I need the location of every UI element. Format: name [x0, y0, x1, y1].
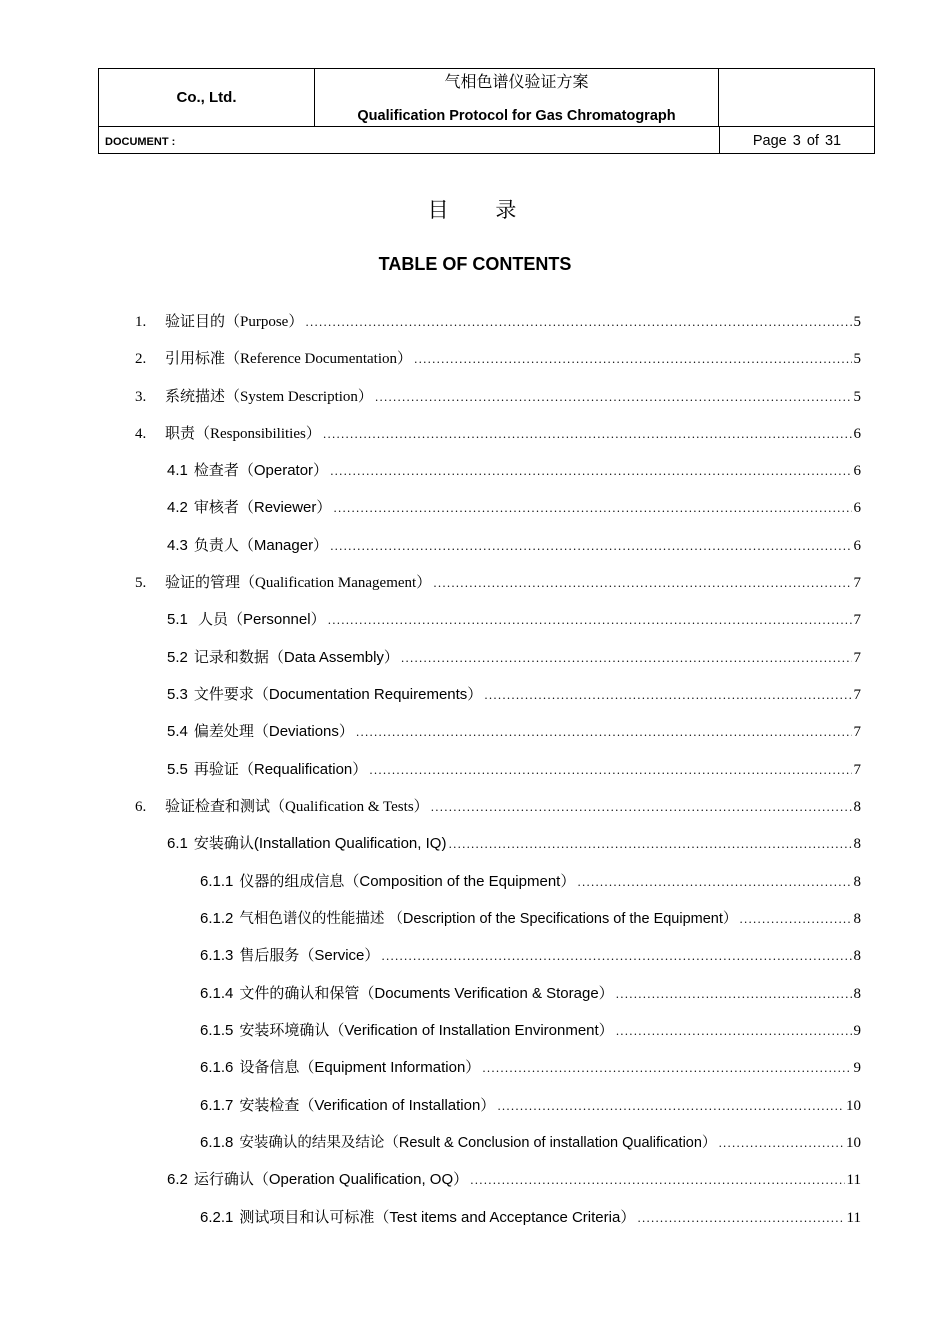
toc-entry-text: 仪器的组成信息（Composition of the Equipment） [239, 873, 576, 890]
company-name: Co., Ltd. [99, 69, 315, 126]
toc-title-en: TABLE OF CONTENTS [378, 254, 572, 274]
toc-entry-text: 人员（Personnel） [193, 611, 326, 628]
toc-entry-number: 6.2 [167, 1171, 188, 1188]
toc-entry-text: 安装检查（Verification of Installation） [239, 1097, 496, 1114]
toc-entry-page: 6 [853, 463, 861, 479]
empty-header-cell [719, 69, 874, 126]
toc-entry-text: 安装确认的结果及结论（Result & Conclusion of installation Qualification） [239, 1135, 717, 1151]
toc-entry-page: 10 [846, 1135, 861, 1151]
toc-entry-number: 6. [135, 799, 147, 815]
toc-entry[interactable] [200, 1019, 861, 1041]
toc-entry-page: 7 [853, 724, 861, 740]
toc-leader-dots [330, 540, 851, 553]
toc-leader-dots [330, 465, 851, 478]
toc-entry-number: 5.3 [167, 686, 188, 703]
toc-entry[interactable] [200, 982, 861, 1004]
toc-leader-dots [482, 1062, 851, 1075]
toc-entry-page: 5 [853, 389, 861, 405]
toc-entry-text: 文件的确认和保管（Documents Verification & Storage） [239, 985, 614, 1002]
toc-entry[interactable] [135, 310, 861, 332]
document-title-cell [315, 69, 719, 126]
toc-entry-number: 1. [135, 314, 147, 330]
toc-entry[interactable] [167, 608, 861, 630]
toc-entry-text: 偏差处理（Deviations） [193, 723, 354, 740]
toc-entry-page: 7 [853, 762, 861, 778]
toc-entry-text: 引用标准（Reference Documentation） [165, 351, 413, 367]
toc-entry-number: 5.1 [167, 611, 188, 628]
toc-entry-number: 6.1.8 [200, 1134, 234, 1151]
toc-entry[interactable] [167, 1168, 861, 1190]
toc-entry-text: 系统描述（System Description） [165, 389, 373, 405]
toc-entry-page: 9 [853, 1023, 861, 1039]
toc-entry-text: 审核者（Reviewer） [193, 499, 332, 516]
document-header-table [98, 68, 875, 154]
toc-entry-number: 5.5 [167, 761, 188, 778]
toc-entry-number: 4.2 [167, 499, 188, 516]
toc-entry[interactable] [167, 646, 861, 668]
toc-entry-page: 10 [846, 1098, 861, 1114]
toc-entry[interactable] [135, 422, 861, 444]
toc-entry-text: 售后服务（Service） [239, 947, 380, 964]
toc-leader-dots [637, 1212, 844, 1225]
toc-entry[interactable] [200, 870, 861, 892]
toc-entry-page: 6 [853, 538, 861, 554]
toc-entry-number: 4. [135, 426, 147, 442]
toc-entry-number: 3. [135, 389, 147, 405]
toc-entry[interactable] [135, 347, 861, 369]
toc-entry-text: 设备信息（Equipment Information） [239, 1059, 481, 1076]
toc-entry-page: 8 [853, 911, 861, 927]
toc-entry-page: 11 [846, 1172, 861, 1188]
toc-leader-dots [616, 988, 852, 1001]
toc-entry-number: 5. [135, 575, 147, 591]
toc-entry-number: 6.1.5 [200, 1022, 234, 1039]
toc-leader-dots [739, 913, 851, 926]
toc-entry[interactable] [167, 496, 861, 518]
toc-entry[interactable] [200, 1094, 861, 1116]
toc-entry[interactable] [167, 758, 861, 780]
toc-entry-page: 8 [853, 799, 861, 815]
toc-entry-page: 7 [853, 687, 861, 703]
toc-leader-dots [305, 316, 851, 329]
toc-entry-text: 验证目的（Purpose） [165, 314, 304, 330]
toc-entry-number: 2. [135, 351, 147, 367]
toc-title-zh: 目 录 [427, 198, 537, 222]
toc-entry[interactable] [167, 720, 861, 742]
toc-leader-dots [470, 1174, 844, 1187]
toc-entry-page: 5 [853, 314, 861, 330]
toc-leader-dots [381, 950, 851, 963]
toc-entry-page: 6 [853, 500, 861, 516]
toc-entry-text: 验证的管理（Qualification Management） [165, 575, 432, 591]
toc-leader-dots [616, 1025, 852, 1038]
toc-entry[interactable] [135, 571, 861, 593]
toc-entry[interactable] [167, 683, 861, 705]
toc-entry-number: 4.1 [167, 462, 188, 479]
toc-entry[interactable] [167, 534, 861, 556]
toc-entry-text: 再验证（Requalification） [193, 761, 368, 778]
toc-entry-page: 7 [853, 612, 861, 628]
toc-entry-text: 安装确认(Installation Qualification, IQ) [193, 835, 447, 852]
toc-entry-text: 测试项目和认可标准（Test items and Acceptance Criteria） [239, 1209, 636, 1226]
toc-entry-number: 6.1.3 [200, 947, 234, 964]
toc-leader-dots [431, 801, 852, 814]
toc-entry-page: 5 [853, 351, 861, 367]
toc-entry[interactable] [167, 459, 861, 481]
toc-entry-page: 8 [853, 874, 861, 890]
toc-entry-number: 6.1.2 [200, 910, 234, 927]
toc-entry-page: 11 [846, 1210, 861, 1226]
toc-entry-number: 6.2.1 [200, 1209, 234, 1226]
toc-entry-text: 验证检查和测试（Qualification & Tests） [165, 799, 429, 815]
document-title-zh: 气相色谱仪验证方案 [444, 72, 589, 91]
toc-entry-page: 7 [853, 575, 861, 591]
toc-entry[interactable] [200, 944, 861, 966]
toc-leader-dots [497, 1100, 844, 1113]
toc-entry-text: 文件要求（Documentation Requirements） [193, 686, 483, 703]
toc-entry[interactable] [200, 907, 861, 929]
toc-leader-dots [375, 391, 852, 404]
toc-entry-text: 气相色谱仪的性能描述 （Description of the Specifications of the Equipment） [239, 911, 738, 927]
toc-entry[interactable] [200, 1131, 861, 1153]
toc-entry-number: 5.4 [167, 723, 188, 740]
page-number: Page 3 of 31 [719, 127, 874, 154]
toc-leader-dots [718, 1137, 844, 1150]
toc-leader-dots [328, 614, 852, 627]
toc-entry[interactable] [135, 795, 861, 817]
toc-entry-number: 6.1.7 [200, 1097, 234, 1114]
toc-entry-text: 负责人（Manager） [193, 537, 329, 554]
toc-entry[interactable] [135, 385, 861, 407]
toc-entry-number: 4.3 [167, 537, 188, 554]
toc-entry-number: 6.1.6 [200, 1059, 234, 1076]
toc-entry-number: 6.1 [167, 835, 188, 852]
toc-entry-page: 8 [853, 948, 861, 964]
toc-leader-dots [401, 652, 852, 665]
toc-leader-dots [369, 764, 851, 777]
document-title-en: Qualification Protocol for Gas Chromatograph [357, 108, 676, 124]
toc-entry[interactable] [200, 1206, 861, 1228]
toc-entry-page: 9 [853, 1060, 861, 1076]
toc-leader-dots [356, 726, 852, 739]
toc-entry-page: 8 [853, 836, 861, 852]
toc-entry-text: 安装环境确认（Verification of Installation Environment） [239, 1022, 614, 1039]
toc-entry-page: 6 [853, 426, 861, 442]
toc-leader-dots [333, 502, 851, 515]
toc-leader-dots [484, 689, 851, 702]
toc-entry-text: 职责（Responsibilities） [165, 426, 321, 442]
toc-entry-text: 运行确认（Operation Qualification, OQ） [193, 1171, 469, 1188]
toc-entry-page: 8 [853, 986, 861, 1002]
toc-entry-text: 记录和数据（Data Assembly） [193, 649, 399, 666]
toc-leader-dots [323, 428, 852, 441]
toc-leader-dots [448, 838, 851, 851]
toc-entry-number: 6.1.4 [200, 985, 234, 1002]
toc-entry-number: 6.1.1 [200, 873, 234, 890]
toc-entry[interactable] [200, 1056, 861, 1078]
toc-entry-text: 检查者（Operator） [193, 462, 329, 479]
toc-leader-dots [433, 577, 851, 590]
document-label: DOCUMENT : [105, 136, 176, 148]
toc-entry-page: 7 [853, 650, 861, 666]
toc-entry[interactable] [167, 832, 861, 854]
toc-leader-dots [414, 353, 851, 366]
toc-entry-number: 5.2 [167, 649, 188, 666]
document-info-row [99, 126, 874, 154]
toc-leader-dots [577, 876, 851, 889]
